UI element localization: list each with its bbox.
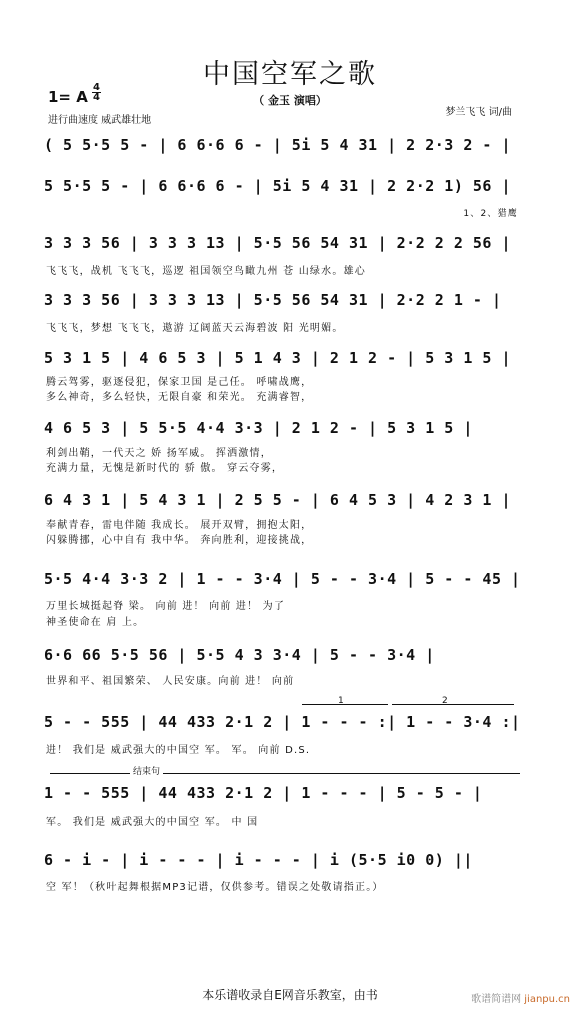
notation-row-11: 1 - - 555 | 44 433 2·1 2 | 1 - - - | 5 - 5 - | xyxy=(44,784,483,802)
lyric-line: 世界和平、祖国繁荣、 人民安康。向前 进！ 向前 xyxy=(46,676,295,687)
notation-row-8: 5·5 4·4 3·3 2 | 1 - - 3·4 | 5 - - 3·4 | 5 - - 45 | xyxy=(44,570,521,588)
notation-row-7: 6 4 3 1 | 5 4 3 1 | 2 5 5 - | 6 4 5 3 | 4 2 3 1 | xyxy=(44,491,512,509)
source-footer: 本乐谱收录自E网音乐教室，由书 xyxy=(202,988,378,1002)
notation-row-10: 5 - - 555 | 44 433 2·1 2 | 1 - - - :| 1 - - 3·4 :| xyxy=(44,713,521,731)
watermark-url: jianpu.cn xyxy=(524,994,570,1005)
notation-row-5: 5 3 1 5 | 4 6 5 3 | 5 1 4 3 | 2 1 2 - | 5 3 1 5 | xyxy=(44,349,512,367)
lyric-line: 充满力量，无愧是新时代的 骄 傲。 穿云夺雾， xyxy=(46,463,284,474)
key-signature: 1= A xyxy=(48,88,88,106)
tempo-marking: 进行曲速度 威武雄壮地 xyxy=(48,115,152,126)
notation-row-12: 6 - i - | i - - - | i - - - | i (5·5 i0 0) || xyxy=(44,851,473,869)
lyric-line: 利剑出鞘，一代天之 娇 扬军威。 挥洒激情， xyxy=(46,448,272,459)
volta-number-1: 1 xyxy=(338,696,344,706)
singer-credit: （ 金玉 演唱） xyxy=(253,94,327,107)
volta-bracket-1 xyxy=(302,704,388,705)
volta-number-2: 2 xyxy=(442,696,448,706)
watermark-text: 歌谱简谱网 xyxy=(471,994,522,1005)
time-signature-top: 4 xyxy=(93,82,100,93)
notation-row-4: 3 3 3 56 | 3 3 3 13 | 5·5 56 54 31 | 2·2 2 1 - | xyxy=(44,291,502,309)
lyric-line: 腾云驾雾，驱逐侵犯，保家卫国 是己任。 呼啸战鹰， xyxy=(46,377,313,388)
lyric-line: 飞飞飞，梦想 飞飞飞，遨游 辽阔蓝天云海碧波 阳 光明媚。 xyxy=(46,323,344,334)
volta-bracket-2 xyxy=(392,704,514,705)
lyric-line: 万里长城挺起脊 梁。 向前 进！ 向前 进！ 为了 xyxy=(46,601,286,612)
lyric-line: 飞飞飞，战机 飞飞飞，巡逻 祖国领空鸟瞰九州 苍 山绿水。雄心 xyxy=(46,266,366,277)
lyric-line: 进！ 我们是 威武强大的中国空 军。 军。 向前 D.S. xyxy=(46,745,311,756)
song-title: 中国空军之歌 xyxy=(203,59,377,90)
lyric-line: 闪躲腾挪，心中自有 我中华。 奔向胜利，迎接挑战， xyxy=(46,535,313,546)
watermark xyxy=(471,990,570,1005)
lyric-line: 空 军！（秋叶起舞根据MP3记谱，仅供参考。错误之处敬请指正。） xyxy=(46,882,384,893)
lyric-line: 多么神奇，多么轻快，无限自豪 和荣光。 充满睿智， xyxy=(46,392,313,403)
notation-row-2: 5 5·5 5 - | 6 6·6 6 - | 5i 5 4 31 | 2 2·2 1) 56 | xyxy=(44,177,512,195)
notation-row-6: 4 6 5 3 | 5 5·5 4·4 3·3 | 2 1 2 - | 5 3 1 5 | xyxy=(44,419,473,437)
lyric-line: 军。 我们是 威武强大的中国空 军。 中 国 xyxy=(46,817,259,828)
notation-row-3: 3 3 3 56 | 3 3 3 13 | 5·5 56 54 31 | 2·2 2 2 56 | xyxy=(44,234,512,252)
notation-row-1: ( 5 5·5 5 - | 6 6·6 6 - | 5i 5 4 31 | 2 2·3 2 - | xyxy=(44,136,512,154)
time-signature-bottom: 4 xyxy=(93,92,100,103)
lyricist-composer: 梦兰飞飞 词/曲 xyxy=(445,107,512,118)
ending-label: 结束句 xyxy=(130,764,163,777)
verse-label: 1、2、猎鹰 xyxy=(463,209,518,219)
time-signature xyxy=(92,83,101,102)
notation-row-9: 6·6 66 5·5 56 | 5·5 4 3 3·4 | 5 - - 3·4 | xyxy=(44,646,435,664)
lyric-line: 神圣使命在 肩 上。 xyxy=(46,617,145,628)
lyric-line: 奉献青春，雷电伴随 我成长。 展开双臂，拥抱太阳， xyxy=(46,520,313,531)
ending-line xyxy=(50,773,520,774)
